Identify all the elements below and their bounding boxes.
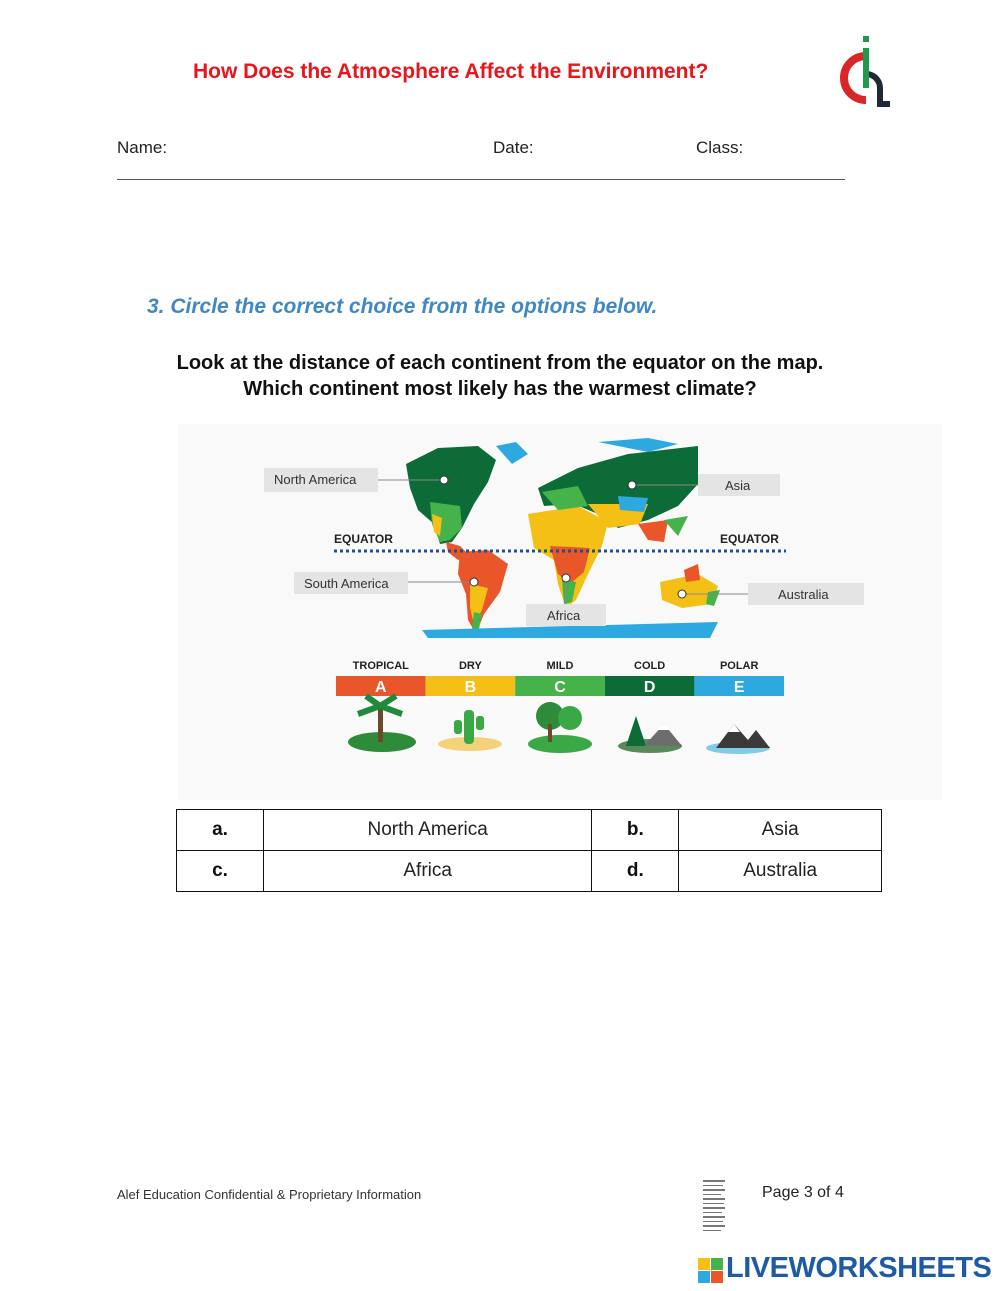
name-label: Name: [117, 138, 168, 157]
north-america-label: North America [274, 472, 357, 487]
question-prompt [150, 350, 850, 402]
choice-a-text[interactable]: North America [264, 810, 592, 851]
north-america-landmass [406, 442, 528, 560]
liveworksheets-brand[interactable]: LIVEWORKSHEETS [726, 1252, 992, 1284]
africa-landmass [528, 506, 608, 608]
legend-letter-d: D [643, 679, 656, 696]
page-number: Page 3 of 4 [762, 1184, 844, 1201]
choice-d-letter[interactable]: d. [592, 851, 679, 892]
legend-label-cold: COLD [634, 660, 666, 672]
dry-illustration-icon [438, 710, 502, 751]
choice-d-text[interactable]: Australia [679, 851, 882, 892]
legend-label-tropical: TROPICAL [352, 660, 409, 672]
cold-illustration-icon [618, 716, 682, 753]
legend-letter-e: E [733, 679, 745, 696]
climate-map-figure [178, 424, 942, 800]
barcode-icon [703, 1180, 725, 1234]
prompt-line-2: Which continent most likely has the warmest climate? [243, 378, 757, 400]
choice-a-letter[interactable]: a. [177, 810, 264, 851]
australia-landmass [660, 564, 720, 608]
mild-illustration-icon [528, 702, 592, 753]
date-label: Date: [493, 138, 534, 157]
tropical-illustration-icon [348, 696, 416, 752]
choice-b-letter[interactable]: b. [592, 810, 679, 851]
choice-c-letter[interactable]: c. [177, 851, 264, 892]
liveworksheets-logo-icon [698, 1252, 724, 1286]
label-africa [526, 574, 606, 626]
australia-label: Australia [778, 587, 829, 602]
world-climate-map [178, 424, 942, 800]
legend-label-mild: MILD [546, 660, 574, 672]
equator-label-left: EQUATOR [334, 532, 393, 546]
table-row [177, 851, 882, 892]
header-divider [117, 179, 845, 180]
equator-label-right: EQUATOR [720, 532, 779, 546]
answer-choices-table [176, 809, 882, 892]
table-row [177, 810, 882, 851]
label-south-america [294, 572, 478, 594]
legend-letter-a: A [375, 679, 387, 696]
south-america-landmass [458, 550, 508, 634]
legend-label-dry: DRY [458, 660, 482, 672]
worksheet-title: How Does the Atmosphere Affect the Environment? [193, 60, 709, 83]
class-label: Class: [696, 138, 744, 157]
prompt-line-1: Look at the distance of each continent from the equator on the map. [176, 352, 824, 374]
choice-b-text[interactable]: Asia [679, 810, 882, 851]
climate-legend [336, 660, 784, 696]
legend-letter-b: B [464, 679, 477, 696]
africa-label: Africa [547, 608, 581, 623]
confidential-notice: Alef Education Confidential & Proprietary Information [117, 1187, 422, 1202]
alef-logo-icon [836, 34, 896, 110]
south-america-label: South America [304, 576, 389, 591]
asia-label: Asia [725, 478, 751, 493]
polar-illustration-icon [706, 724, 770, 754]
choice-c-text[interactable]: Africa [264, 851, 592, 892]
legend-label-polar: POLAR [719, 660, 759, 672]
question-heading: 3. Circle the correct choice from the options below. [147, 295, 658, 318]
legend-letter-c: C [554, 679, 566, 696]
